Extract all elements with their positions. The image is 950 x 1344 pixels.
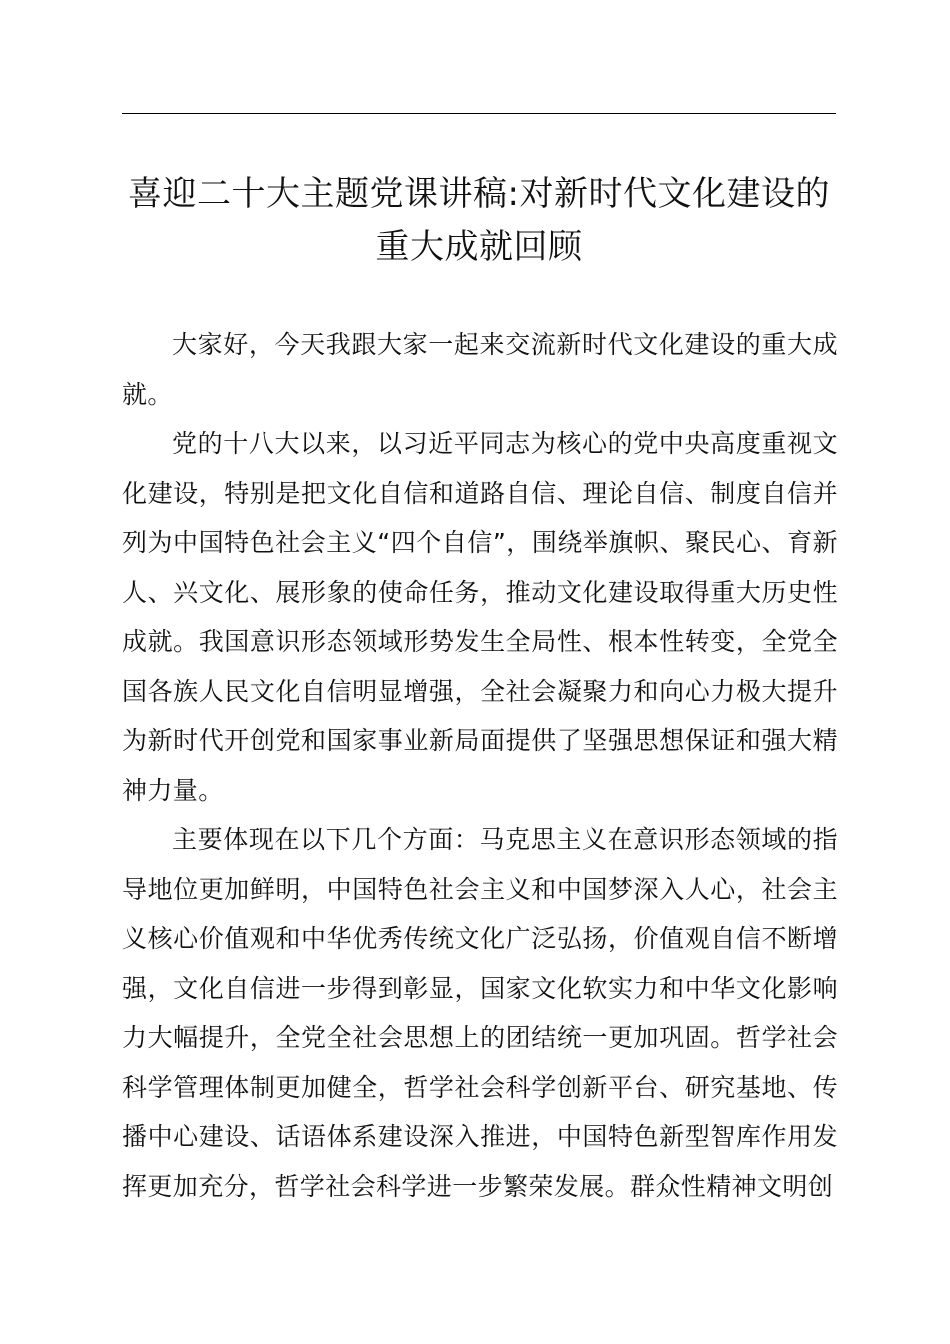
header-rule — [122, 113, 836, 114]
document-body — [122, 320, 838, 1211]
paragraph-aspects: 主要体现在以下几个方面：马克思主义在意识形态领域的指导地位更加鲜明，中国特色社会主义和中国梦深入人心，社会主义核心价值观和中华优秀传统文化广泛弘扬，价值观自信不断增强，文化自信进一步得到彰显，国家文化软实力和中华文化影响力大幅提升，全党全社会思想上的团结统一更加巩固。哲学社会科学管理体制更加健全，哲学社会科学创新平台、研究基地、传播中心建设、话语体系建设深入推进，中国特色新型智库作用发挥更加充分，哲学社会科学进一步繁荣发展。群众性精神文明创 — [122, 825, 838, 1201]
paragraph-achievements: 党的十八大以来，以习近平同志为核心的党中央高度重视文化建设，特别是把文化自信和道路自信、理论自信、制度自信并列为中国特色社会主义“四个自信”，围绕举旗帜、聚民心、育新人、兴文化、展形象的使命任务，推动文化建设取得重大历史性成就。我国意识形态领域形势发生全局性、根本性转变，全党全国各族人民文化自信明显增强，全社会凝聚力和向心力极大提升为新时代开创党和国家事业新局面提供了坚强思想保证和强大精神力量。 — [122, 429, 838, 805]
document-title: 喜迎二十大主题党课讲稿:对新时代文化建设的重大成就回顾 — [128, 174, 830, 267]
paragraph-greeting: 大家好，今天我跟大家一起来交流新时代文化建设的重大成就。 — [122, 330, 838, 409]
